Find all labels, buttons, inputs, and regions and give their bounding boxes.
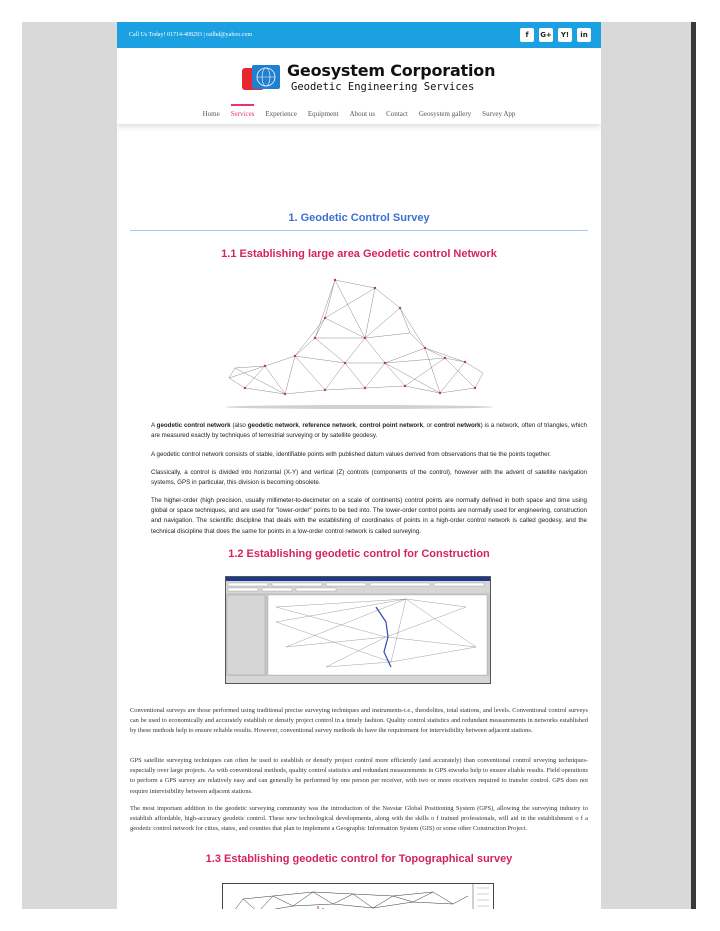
paragraph-stable-points: A geodetic control network consists of stable, identifiable points with published datum values derived from observations that tie the points together.	[151, 451, 552, 458]
page-viewport	[22, 22, 696, 909]
subsection-title-2: 1.2 Establishing geodetic control for Construction	[228, 548, 490, 560]
section-divider	[130, 230, 588, 231]
nav-item-home[interactable]: Home	[202, 110, 220, 118]
nav-item-contact[interactable]: Contact	[386, 110, 408, 118]
figure-shadow	[225, 405, 493, 409]
paragraph-navstar-gps: The most important addition to the geodetic surveying community was the introduction of the Navstar Global Positioning System (GPS), allowing the surveying industry to establish affordable, high-accuracy geodetic control. These new technological developments, along with the skills o f trained professionals, will aid in the establishment o f a geodetic control network for cities, states, and counties that plan to implement a Geographic Information System (GIS) or some other Construction Project.	[130, 805, 588, 833]
paragraph-higher-order: The higher-order (high precision, usually millimeter-to-decimeter on a scale of continents) control points are normally defined in both space and time using global or space techniques, and are used for "lower-order" points to be tied into. The lower-order control points are normally used for engineering, construction and navigation. The scientific discipline that deals with the establishing of coordinates of points in a high-order control network is called geodesy, and the technical discipline that does the same for points in a low-order control network is called surveying.	[151, 497, 587, 535]
nav-item-survey-app[interactable]: Survey App	[482, 110, 516, 118]
nav-item-about-us[interactable]: About us	[349, 110, 376, 118]
google-plus-icon[interactable]: G+	[539, 28, 553, 42]
control-network-figure	[225, 278, 493, 402]
topographic-survey-figure	[222, 883, 494, 909]
subsection-title-1: 1.1 Establishing large area Geodetic control Network	[221, 248, 497, 260]
contact-info: Call Us Today! 01714-408293 | ratlhd@yahoo.com	[129, 32, 253, 38]
site-header	[117, 48, 601, 124]
paragraph-classification: Classically, a control is divided into horizontal (X-Y) and vertical (Z) controls (components of the control), however with the advent of satellite navigation systems, GPS in particular, this division is becoming obsolete.	[151, 469, 587, 487]
logo-title: Geosystem Corporation	[287, 61, 496, 80]
nav-item-services[interactable]: Services	[230, 110, 255, 118]
main-nav	[117, 110, 601, 118]
logo-subtitle: Geodetic Engineering Services	[291, 81, 475, 93]
paragraph-gps-techniques: GPS satellite surveying techniques can often be used to establish or densify project control more efficiently (and accurately) than conventional control urveying techniques- especially over large projects. As with conventional methods, quality control statistics and redundant measurements in GPS etworks help to ensure eliable results. Field operations to perform a GPS survey are relatively easy and can generally be performed by one person per receiver, with two or more receivers required to transfer control. GPS does not require intervisibility between adjacent stations.	[130, 757, 588, 795]
section-title: 1. Geodetic Control Survey	[288, 212, 430, 224]
social-links	[520, 28, 591, 42]
linkedin-icon[interactable]: in	[577, 28, 591, 42]
window-scrollbar[interactable]	[691, 22, 696, 909]
nav-item-equipment[interactable]: Equipment	[307, 110, 339, 118]
paragraph-definition: A geodetic control network (also geodetic network, reference network, control point network, or control network) is a network, often of triangles, which are measured exactly by techniques of terrestrial surveying or by satellite geodesy.	[151, 422, 587, 440]
nav-item-experience[interactable]: Experience	[265, 110, 297, 118]
nav-item-gallery[interactable]: Geosystem gallery	[418, 110, 472, 118]
logo-globe-icon	[240, 62, 282, 92]
paragraph-conventional-surveys: Conventional surveys are those performed using traditional precise surveying techniques and instruments-i.e., theodolites, total stations, and levels. Conventional control surveys can be used to economically and accurately establish or densify project control in a timely fashion. Quality control statistics and redundant measurements in networks established by these methods help to ensure reliable results. However, conventional survey methods do have the requirement for intervisibility between adjacent stations.	[130, 707, 588, 735]
survey-software-figure	[225, 576, 491, 684]
web-page	[117, 22, 601, 909]
subsection-title-3: 1.3 Establishing geodetic control for Topographical survey	[205, 853, 513, 865]
facebook-icon[interactable]: f	[520, 28, 534, 42]
top-bar	[117, 22, 601, 48]
site-logo[interactable]	[240, 62, 495, 94]
yahoo-icon[interactable]: Y!	[558, 28, 572, 42]
